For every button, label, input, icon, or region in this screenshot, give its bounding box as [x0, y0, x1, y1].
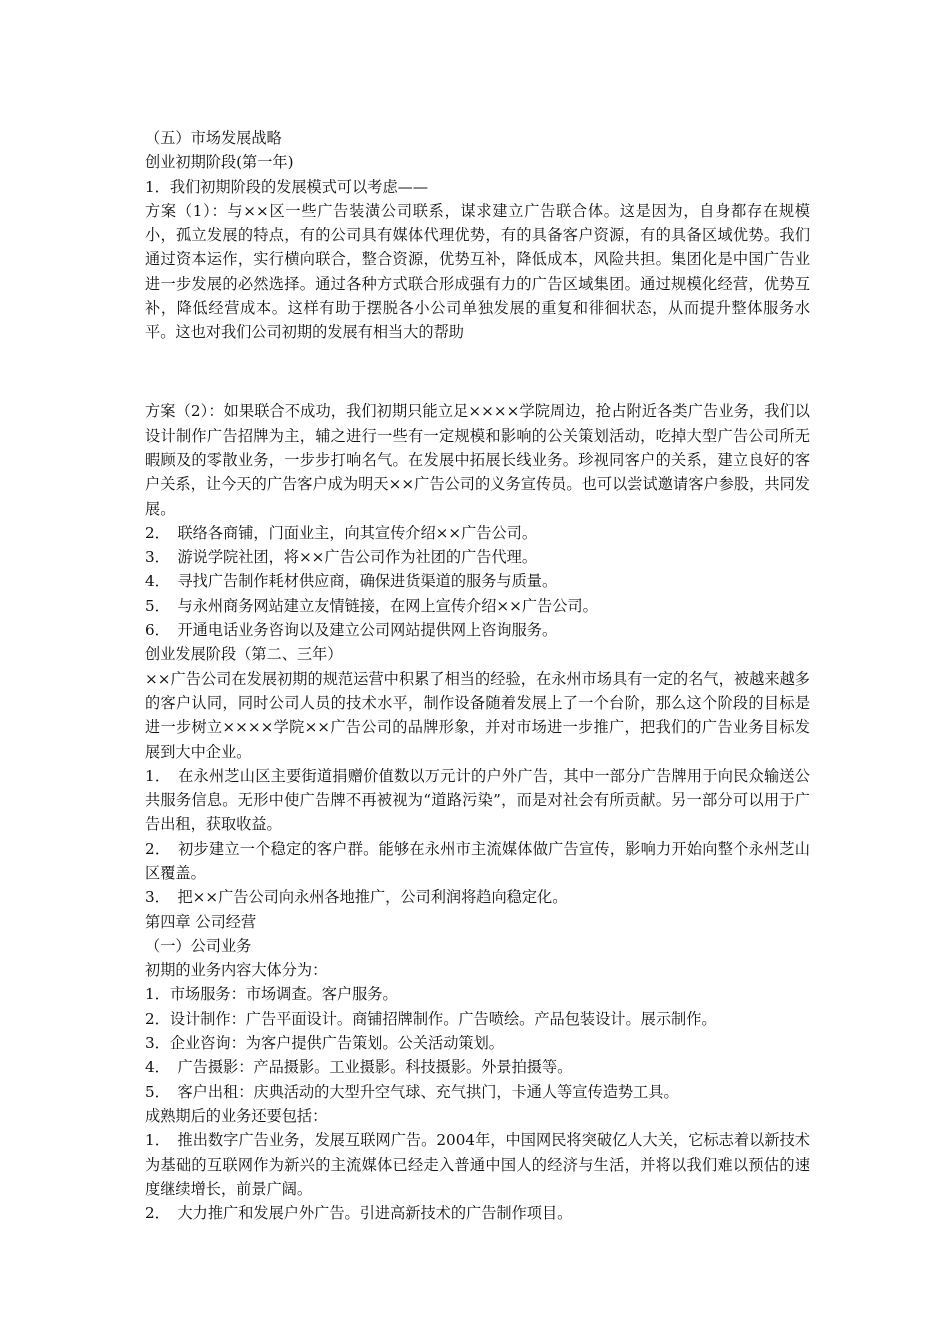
item-1-intro: 1．我们初期阶段的发展模式可以考虑—— [145, 177, 429, 196]
phase-2-item-2: 2． 初步建立一个稳定的客户群。能够在永州市主流媒体做广告宣传，影响力开始向整个永州芝山区覆盖。 [145, 839, 810, 882]
business-3: 3．企业咨询：为客户提供广告策划。公关活动策划。 [145, 1034, 504, 1053]
business-intro: 初期的业务内容大体分为： [145, 961, 328, 980]
business-2: 2．设计制作：广告平面设计。商铺招牌制作。广告喷绘。产品包装设计。展示制作。 [145, 1009, 717, 1028]
mature-intro: 成熟期后的业务还要包括： [145, 1106, 328, 1125]
phase-2-item-3: 3． 把××广告公司向永州各地推广，公司利润将趋向稳定化。 [145, 888, 568, 907]
item-4: 4． 寻找广告制作耗材供应商，确保进货渠道的服务与质量。 [145, 572, 558, 591]
blank-line [145, 360, 810, 384]
item-3: 3． 游说学院社团，将××广告公司作为社团的广告代理。 [145, 548, 538, 567]
plan-2: 方案（2）：如果联合不成功，我们初期只能立足××××学院周边，抢占附近各类广告业务，我们以设计制作广告招牌为主，辅之进行一些有一定规模和影响的公关策划活动，吃掉大型广告公司所无暇顾及的零散业务，一步步打响名气。在发展中拓展长线业务。珍视同客户的关系，建立良好的客户关系，让今天的广告客户成为明天××广告公司的义务宣传员。也可以尝试邀请客户参股，共同发展。 [145, 402, 810, 518]
plan-1: 方案（1）：与××区一些广告装潢公司联系，谋求建立广告联合体。这是因为，自身都存在规模小，孤立发展的特点，有的公司具有媒体代理优势，有的具备客户资源，有的具备区域优势。我们通过资本运作，实行横向联合，整合资源，优势互补，降低成本，风险共担。集团化是中国广告业进一步发展的必然选择。通过各种方式联合形成强有力的广告区域集团。通过规模化经营，优势互补，降低经营成本。这样有助于摆脱各小公司单独发展的重复和徘徊状态，从而提升整体服务水平。这也对我们公司初期的发展有相当大的帮助 [145, 201, 810, 342]
heading-phase-2: 创业发展阶段（第二、三年） [145, 645, 343, 664]
mature-1: 1． 推出数字广告业务，发展互联网广告。2004年，中国网民将突破亿人大关，它标志着以新技术为基础的互联网作为新兴的主流媒体已经走入普通中国人的经济与生活，并将以我们难以预估的速度继续增长，前景广阔。 [145, 1131, 810, 1198]
phase-2-item-1: 1． 在永州芝山区主要街道捐赠价值数以万元计的户外广告，其中一部分广告牌用于向民众输送公共服务信息。无形中使广告牌不再被视为“道路污染”，而是对社会有所贡献。另一部分可以用于广告出租，获取收益。 [145, 766, 810, 834]
item-2: 2． 联络各商铺，门面业主，向其宣传介绍××广告公司。 [145, 523, 538, 542]
business-4: 4． 广告摄影：产品摄影。工业摄影。科技摄影。外景拍摄等。 [145, 1058, 573, 1077]
document-body [145, 126, 810, 1225]
item-6: 6． 开通电话业务咨询以及建立公司网站提供网上咨询服务。 [145, 621, 558, 640]
mature-2: 2． 大力推广和发展户外广告。引进高新技术的广告制作项目。 [145, 1204, 573, 1223]
business-5: 5． 客户出租：庆典活动的大型升空气球、充气拱门，卡通人等宣传造势工具。 [145, 1082, 679, 1101]
heading-market-strategy: （五）市场发展战略 [145, 129, 282, 147]
item-5: 5． 与永州商务网站建立友情链接，在网上宣传介绍××广告公司。 [145, 596, 598, 615]
heading-phase-1: 创业初期阶段(第一年) [145, 153, 294, 172]
heading-business: （一）公司业务 [145, 936, 252, 955]
heading-chapter-4: 第四章 公司经营 [145, 912, 257, 931]
phase-2-intro: ××广告公司在发展初期的规范运营中积累了相当的经验，在永州市场具有一定的名气，被越来越多的客户认同，同时公司人员的技术水平，制作设备随着发展上了一个台阶，那么这个阶段的目标是进一步树立××××学院××广告公司的品牌形象，并对市场进一步推广，把我们的广告业务目标发展到大中企业。 [145, 669, 810, 761]
business-1: 1．市场服务：市场调查。客户服务。 [145, 985, 398, 1004]
